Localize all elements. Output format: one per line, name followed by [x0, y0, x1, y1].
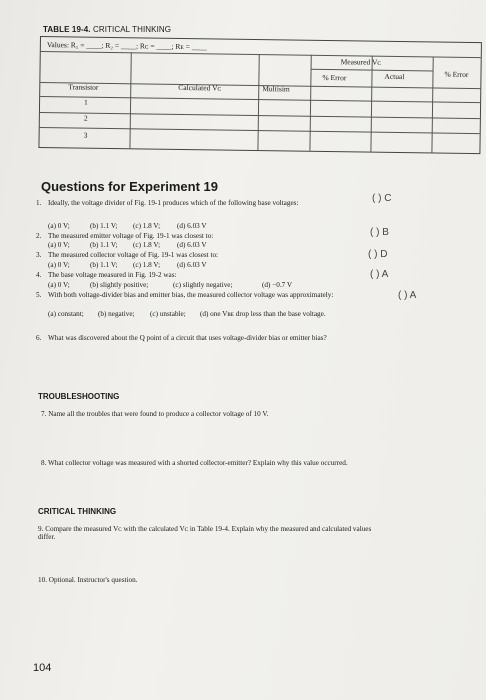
table-rule — [40, 82, 480, 92]
question-6: 6. What was discovered about the Q point of a circuit that uses voltage-divider bias or emitter bias? — [36, 334, 327, 342]
table-rule — [41, 51, 481, 58]
q2-answer: ( ) B — [370, 227, 389, 238]
q5-option-d: (d) one Vʙᴇ drop less than the base voltage. — [200, 310, 326, 318]
question-7: 7. Name all the troubles that were found to produce a collector voltage of 10 V. — [41, 410, 269, 418]
q3-option-b: (b) 1.1 V; — [90, 261, 118, 269]
values-label: Values: R₁ = ____; R₂ = ____; Rᴄ = ____; Rᴇ = ____ — [46, 40, 207, 52]
critical-thinking-table — [38, 36, 482, 154]
question-8: 8. What collector voltage was measured with a shorted collector-emitter? Explain why this value occurred. — [41, 459, 348, 467]
question-3: 3. The measured collector voltage of Fig. 19-1 was closest to: — [36, 251, 219, 259]
table-col-rule — [257, 54, 259, 150]
q5-option-c: (c) unstable; — [150, 310, 186, 318]
q4-answer: ( ) A — [370, 269, 389, 280]
table-rule — [40, 112, 480, 119]
q1-option-b: (b) 1.1 V; — [90, 222, 118, 230]
questions-heading: Questions for Experiment 19 — [41, 179, 218, 194]
row-3-label: 3 — [83, 130, 88, 140]
col-measured-vc: Measured Vᴄ — [340, 57, 382, 67]
q1-option-d: (d) 6.03 V — [177, 222, 207, 230]
table-col-rule — [129, 52, 131, 148]
q4-option-b: (b) slightly positive; — [90, 281, 149, 289]
q1-answer: ( ) C — [372, 193, 392, 204]
q5-option-a: (a) constant; — [48, 310, 84, 318]
q1-option-c: (c) 1.8 V; — [133, 222, 161, 230]
col-actual: Actual — [384, 71, 405, 82]
q2-option-b: (b) 1.1 V; — [90, 241, 118, 249]
question-1: 1. Ideally, the voltage divider of Fig. 19-1 produces which of the following base voltages: — [36, 199, 299, 207]
col-multisim: Multisim — [262, 84, 290, 94]
troubleshooting-heading: TROUBLESHOOTING — [38, 392, 120, 401]
question-4: 4. The base voltage measured in Fig. 19-2 was: — [36, 271, 177, 279]
table-rule — [40, 96, 480, 103]
question-5: 5. With both voltage-divider bias and emitter bias, the measured collector voltage was approximately: — [36, 291, 334, 299]
q3-option-a: (a) 0 V; — [48, 261, 70, 269]
col-calculated-vc: Calculated Vᴄ — [178, 82, 222, 93]
table-rule — [40, 127, 480, 134]
page-number: 104 — [33, 662, 52, 674]
row-2-label: 2 — [83, 113, 88, 123]
q5-option-b: (b) negative; — [98, 310, 135, 318]
q3-option-d: (d) 6.03 V — [177, 261, 207, 269]
critical-thinking-heading: CRITICAL THINKING — [38, 507, 117, 516]
col-error-1: % Error — [322, 72, 347, 83]
table-title: TABLE 19-4. CRITICAL THINKING — [43, 25, 172, 34]
col-error-2: % Error — [444, 69, 469, 79]
q4-option-a: (a) 0 V; — [48, 281, 70, 289]
q3-option-c: (c) 1.8 V; — [133, 261, 161, 269]
question-2: 2. The measured emitter voltage of Fig. 19-1 was closest to: — [36, 232, 214, 240]
q2-option-d: (d) 6.03 V — [177, 241, 207, 249]
question-9: 9. Compare the measured Vᴄ with the calculated Vᴄ in Table 19-4. Explain why the measured and calculated values differ. — [38, 525, 372, 542]
q2-option-a: (a) 0 V; — [48, 241, 70, 249]
q4-option-d: (d) −0.7 V — [262, 281, 293, 289]
q5-answer: ( ) A — [398, 290, 417, 301]
question-10: 10. Optional. Instructor's question. — [38, 576, 138, 584]
q2-option-c: (c) 1.8 V; — [133, 241, 161, 249]
row-1-label: 1 — [84, 97, 88, 107]
q3-answer: ( ) D — [368, 249, 388, 260]
col-transistor: Transistor — [68, 82, 99, 92]
q4-option-c: (c) slightly negative; — [173, 281, 233, 289]
q1-option-a: (a) 0 V; — [48, 222, 70, 230]
